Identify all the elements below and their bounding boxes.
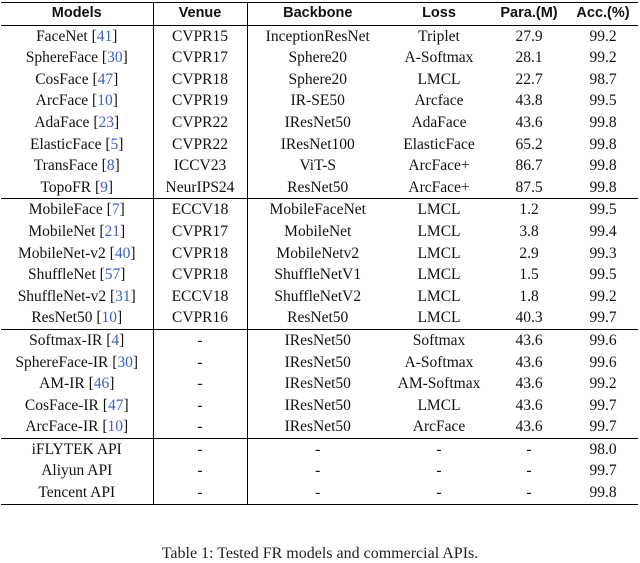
table-row <box>1 286 638 308</box>
model-name: Aliyun API <box>41 462 113 480</box>
table-row <box>1 155 638 177</box>
cell-accuracy: 99.2 <box>589 49 617 67</box>
model-name: SphereFace <box>25 49 99 67</box>
cell-model: ArcFace [10] <box>1 90 153 112</box>
cell-params: 22.7 <box>515 70 543 88</box>
cell-loss: LMCL <box>417 287 461 305</box>
cell-backbone: ShuffleNetV2 <box>274 287 362 305</box>
cell-backbone: - <box>247 482 388 504</box>
model-name: TopoFR <box>40 178 92 196</box>
cell-backbone: ResNet50 <box>287 178 349 196</box>
cell-loss: ArcFace+ <box>408 178 470 196</box>
table-row <box>1 352 638 374</box>
cell-backbone: IResNet50 <box>284 418 351 436</box>
table-row <box>1 177 638 199</box>
cell-params: 3.8 <box>519 222 539 240</box>
table-row <box>1 243 638 265</box>
header-loss: Loss <box>388 3 490 26</box>
fr-models-table <box>1 2 638 505</box>
cell-loss: ArcFace <box>412 418 466 436</box>
model-name: ShuffleNet <box>28 266 96 284</box>
citation-link[interactable]: 30 <box>107 49 123 67</box>
cell-params: - <box>526 462 532 480</box>
cell-model: ResNet50 [10] <box>1 307 153 329</box>
model-name: ShuffleNet-v2 <box>17 287 107 305</box>
citation-link[interactable]: 30 <box>117 353 133 371</box>
table-row <box>1 460 638 482</box>
cell-venue: ECCV18 <box>153 199 247 221</box>
cell-accuracy: 99.5 <box>568 199 638 221</box>
model-name: ElasticFace <box>30 135 102 153</box>
cell-loss: AM-Softmax <box>397 375 481 393</box>
cell-accuracy: 99.2 <box>589 375 617 393</box>
cell-params: 1.2 <box>490 199 568 221</box>
table-header <box>1 3 638 26</box>
cell-accuracy: 99.5 <box>589 92 617 110</box>
cell-accuracy: 99.8 <box>568 482 638 504</box>
table-row <box>1 438 638 460</box>
cell-venue: ICCV23 <box>153 155 247 177</box>
cell-model: CosFace-IR [47] <box>1 395 153 417</box>
cell-venue: CVPR15 <box>153 25 247 47</box>
cell-venue: - <box>153 482 247 504</box>
cell-backbone: IResNet50 <box>247 329 388 351</box>
citation-link[interactable]: 10 <box>107 418 124 436</box>
cell-loss: LMCL <box>417 266 461 284</box>
cell-params: - <box>490 438 568 460</box>
model-name: FaceNet <box>36 27 88 45</box>
cell-venue: - <box>153 416 247 438</box>
header-venue: Venue <box>153 3 247 26</box>
cell-model: AdaFace [23] <box>1 112 153 134</box>
cell-backbone: IResNet50 <box>284 353 351 371</box>
cell-params: 87.5 <box>515 178 543 196</box>
cell-venue: CVPR18 <box>153 69 247 91</box>
cell-model: TopoFR [9] <box>1 177 153 199</box>
cell-backbone: IR-SE50 <box>290 92 345 110</box>
model-name: ResNet50 <box>31 309 93 327</box>
cell-backbone: ShuffleNetV1 <box>274 266 362 284</box>
cell-backbone: ViT-S <box>299 157 336 175</box>
table-row <box>1 307 638 329</box>
cell-model: MobileFace [7] <box>1 199 153 221</box>
cell-loss: LMCL <box>388 199 490 221</box>
cell-model <box>1 482 153 504</box>
cell-loss: AdaFace <box>411 113 467 131</box>
table-row <box>1 264 638 286</box>
cell-backbone: IResNet50 <box>284 113 351 131</box>
model-name: AM-IR <box>39 375 85 393</box>
cell-params: 86.7 <box>515 157 543 175</box>
cell-loss: - <box>388 438 490 460</box>
cell-loss: A-Softmax <box>404 353 474 371</box>
cell-backbone: IResNet50 <box>284 396 351 414</box>
cell-backbone: ResNet50 <box>287 309 349 327</box>
citation-link[interactable]: 41 <box>96 27 113 45</box>
citation-link[interactable]: 31 <box>115 287 131 305</box>
cell-accuracy: 99.6 <box>568 329 638 351</box>
cell-accuracy: 99.3 <box>589 244 617 262</box>
table-row <box>1 416 638 438</box>
cell-venue: CVPR17 <box>153 47 247 69</box>
model-name: iFLYTEK API <box>31 440 122 458</box>
results-table-container <box>1 2 638 505</box>
cell-loss: LMCL <box>417 222 461 240</box>
model-name: MobileNet-v2 <box>17 244 106 262</box>
cell-params: 27.9 <box>515 27 543 45</box>
citation-link[interactable]: 5 <box>110 135 119 153</box>
table-row <box>1 112 638 134</box>
cell-venue: CVPR18 <box>153 243 247 265</box>
model-name: AdaFace <box>34 113 90 131</box>
cell-backbone: Sphere20 <box>288 70 348 88</box>
cell-accuracy: 99.6 <box>589 353 617 371</box>
cell-params: 1.8 <box>519 287 539 305</box>
cell-venue: - <box>153 373 247 395</box>
citation-link[interactable]: 46 <box>93 375 110 393</box>
cell-model: MobileNet-v2 [40] <box>1 243 153 265</box>
cell-model: TransFace [8] <box>1 155 153 177</box>
cell-accuracy: 99.4 <box>589 222 617 240</box>
cell-params: 43.6 <box>490 329 568 351</box>
cell-model: ShuffleNet-v2 [31] <box>1 286 153 308</box>
citation-link[interactable]: 10 <box>101 309 117 327</box>
table-row <box>1 329 638 351</box>
cell-model: SphereFace-IR [30] <box>1 352 153 374</box>
table-row <box>1 221 638 243</box>
cell-backbone: IResNet100 <box>280 135 355 153</box>
cell-model: ArcFace-IR [10] <box>1 416 153 438</box>
cell-venue: - <box>153 352 247 374</box>
table-body <box>1 25 638 504</box>
cell-loss: LMCL <box>417 309 461 327</box>
cell-loss: ElasticFace <box>403 135 475 153</box>
model-name: SphereFace-IR <box>15 353 109 371</box>
cell-loss: A-Softmax <box>404 49 474 67</box>
table-row <box>1 199 638 221</box>
citation-link[interactable]: 10 <box>97 92 113 110</box>
cell-model: ShuffleNet [57] <box>1 264 153 286</box>
cell-accuracy: 99.7 <box>589 418 617 436</box>
cell-model <box>1 460 153 482</box>
cell-loss: - <box>388 482 490 504</box>
cell-params: 43.6 <box>515 375 543 393</box>
cell-params: 1.5 <box>519 266 539 284</box>
cell-params: 40.3 <box>515 309 543 327</box>
cell-loss: LMCL <box>417 244 461 262</box>
cell-venue: - <box>153 395 247 417</box>
table-row <box>1 373 638 395</box>
table-row <box>1 69 638 91</box>
cell-loss: LMCL <box>417 70 461 88</box>
cell-params: 43.6 <box>515 418 543 436</box>
table-row <box>1 482 638 504</box>
cell-params: 43.8 <box>515 92 543 110</box>
citation-link[interactable]: 23 <box>98 113 114 131</box>
cell-accuracy: 99.7 <box>589 396 617 414</box>
cell-backbone: Sphere20 <box>288 49 348 67</box>
cell-model: MobileNet [21] <box>1 221 153 243</box>
model-name: MobileFace <box>28 201 103 219</box>
cell-params: 43.6 <box>515 396 543 414</box>
cell-venue: ECCV18 <box>153 286 247 308</box>
citation-link[interactable]: 47 <box>97 70 114 88</box>
cell-model: SphereFace [30] <box>1 47 153 69</box>
cell-model: Softmax-IR [4] <box>1 329 153 351</box>
model-name: TransFace <box>33 157 98 175</box>
citation-link[interactable]: 21 <box>104 222 121 240</box>
cell-accuracy: 98.7 <box>589 70 617 88</box>
cell-accuracy: 99.8 <box>589 135 617 153</box>
cell-backbone: MobileFaceNet <box>247 199 388 221</box>
model-name: ArcFace-IR <box>25 418 99 436</box>
header-row <box>1 3 638 26</box>
table-row <box>1 25 638 47</box>
cell-backbone: MobileNet <box>284 222 352 240</box>
cell-model: CosFace [47] <box>1 69 153 91</box>
model-name: CosFace-IR <box>24 396 99 414</box>
cell-venue: CVPR22 <box>153 134 247 156</box>
model-name: Tencent API <box>38 484 116 502</box>
cell-backbone: InceptionResNet <box>265 27 370 45</box>
header-backbone: Backbone <box>247 3 388 26</box>
cell-loss: Softmax <box>388 329 490 351</box>
cell-loss: ArcFace+ <box>408 157 470 175</box>
cell-backbone: - <box>247 438 388 460</box>
cell-accuracy: 99.8 <box>589 113 617 131</box>
cell-accuracy: 99.5 <box>589 266 617 284</box>
cell-venue: CVPR22 <box>153 112 247 134</box>
cell-params: 28.1 <box>515 49 543 67</box>
cell-accuracy: 99.8 <box>589 157 617 175</box>
cell-params: 65.2 <box>515 135 543 153</box>
cell-loss: LMCL <box>417 396 461 414</box>
cell-params: 43.6 <box>515 353 543 371</box>
cell-venue: CVPR17 <box>153 221 247 243</box>
cell-model <box>1 438 153 460</box>
cell-backbone: IResNet50 <box>284 375 351 393</box>
cell-accuracy: 99.2 <box>589 287 617 305</box>
cell-model: ElasticFace [5] <box>1 134 153 156</box>
cell-backbone: - <box>315 462 321 480</box>
citation-link[interactable]: 40 <box>114 244 131 262</box>
table-caption: Table 1: Tested FR models and commercial APIs. <box>161 545 479 562</box>
cell-loss: Triplet <box>418 27 460 45</box>
cell-accuracy: 99.7 <box>589 462 617 480</box>
table-row <box>1 395 638 417</box>
citation-link[interactable]: 7 <box>111 201 120 219</box>
cell-venue: CVPR19 <box>153 90 247 112</box>
citation-link[interactable]: 8 <box>106 157 115 175</box>
cell-venue: - <box>153 460 247 482</box>
cell-accuracy: 99.8 <box>589 178 617 196</box>
cell-loss: Arcface <box>414 92 464 110</box>
cell-venue: - <box>153 438 247 460</box>
cell-model: FaceNet [41] <box>1 25 153 47</box>
model-name: MobileNet <box>28 222 96 240</box>
table-row <box>1 134 638 156</box>
citation-link[interactable]: 9 <box>100 178 108 196</box>
cell-venue: - <box>153 329 247 351</box>
cell-params: 2.9 <box>519 244 539 262</box>
cell-loss: - <box>436 462 442 480</box>
header-params: Para.(M) <box>490 3 568 26</box>
cell-accuracy: 99.2 <box>589 27 617 45</box>
table-row <box>1 47 638 69</box>
citation-link[interactable]: 47 <box>107 396 124 414</box>
cell-venue: NeurIPS24 <box>153 177 247 199</box>
model-name: Softmax-IR <box>29 331 103 349</box>
cell-backbone: MobileNetv2 <box>276 244 360 262</box>
cell-accuracy: 98.0 <box>568 438 638 460</box>
cell-venue: CVPR18 <box>153 264 247 286</box>
model-name: ArcFace <box>35 92 89 110</box>
cell-params: 43.6 <box>515 113 543 131</box>
citation-link[interactable]: 57 <box>104 266 121 284</box>
cell-model: AM-IR [46] <box>1 373 153 395</box>
cell-params: - <box>490 482 568 504</box>
cell-venue: CVPR16 <box>153 307 247 329</box>
header-accuracy: Acc.(%) <box>568 3 638 26</box>
citation-link[interactable]: 4 <box>111 331 120 349</box>
cell-accuracy: 99.7 <box>589 309 617 327</box>
model-name: CosFace <box>35 70 89 88</box>
header-models: Models <box>1 3 153 26</box>
table-row <box>1 90 638 112</box>
